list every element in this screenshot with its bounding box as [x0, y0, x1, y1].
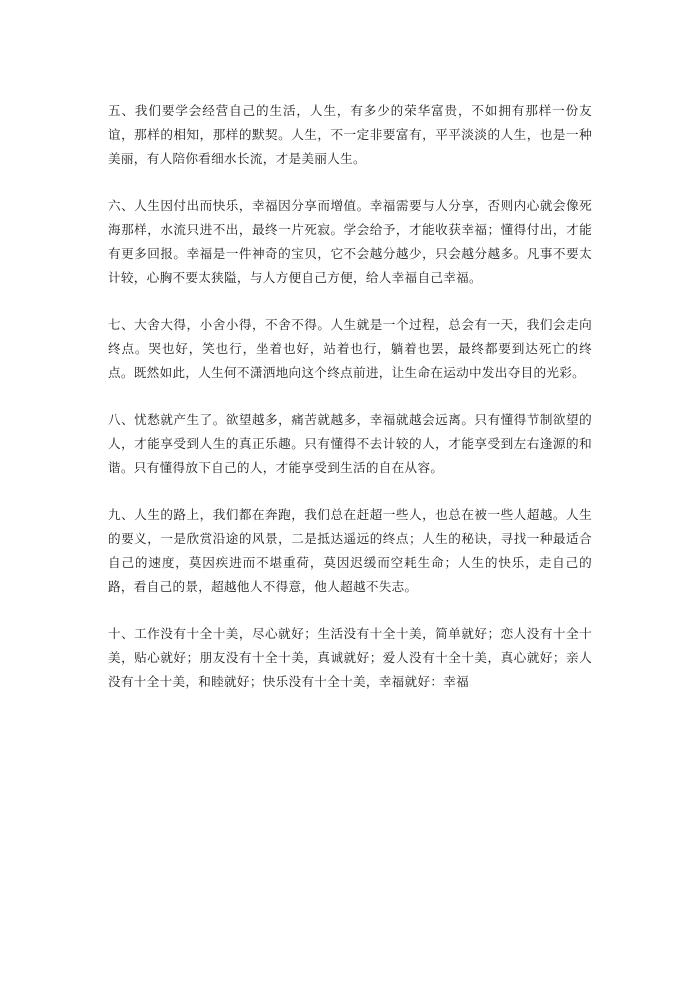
paragraph-7: 七、大舍大得，小舍小得，不舍不得。人生就是一个过程，总会有一天，我们会走向终点。哭也好，笑也行，坐着也好，站着也行，躺着也罢，最终都要到达死亡的终点。既然如此，人生何不潇洒地向这个终点前进，让生命在运动中发出夺目的光彩。 — [108, 317, 592, 380]
paragraph-9: 九、人生的路上，我们都在奔跑，我们总在赶超一些人，也总在被一些人超越。人生的要义，一是欣赏沿途的风景，二是抵达遥远的终点；人生的秘诀，寻找一种最适合自己的速度，莫因疾进而不堪重荷，莫因迟缓而空耗生命；人生的快乐，走自己的路，看自己的景，超越他人不得意，他人超越不失志。 — [108, 507, 592, 594]
paragraph-8: 八、忧愁就产生了。欲望越多，痛苦就越多，幸福就越会远离。只有懂得节制欲望的人，才能享受到人生的真正乐趣。只有懂得不去计较的人，才能享受到左右逢源的和谐。只有懂得放下自己的人，才能享受到生活的自在从容。 — [108, 412, 592, 475]
paragraph-5: 五、我们要学会经营自己的生活，人生，有多少的荣华富贵，不如拥有那样一份友谊，那样的相知，那样的默契。人生，不一定非要富有，平平淡淡的人生，也是一种美丽，有人陪你看细水长流，才是美丽人生。 — [108, 103, 592, 166]
paragraph-10: 十、工作没有十全十美，尽心就好；生活没有十全十美，简单就好；恋人没有十全十美，贴心就好；朋友没有十全十美，真诚就好；爱人没有十全十美，真心就好；亲人没有十全十美，和睦就好；快乐没有十全十美，幸福就好：幸福 — [108, 626, 592, 689]
paragraph-6: 六、人生因付出而快乐，幸福因分享而增值。幸福需要与人分享，否则内心就会像死海那样，水流只进不出，最终一片死寂。学会给予，才能收获幸福；懂得付出，才能有更多回报。幸福是一件神奇的宝贝，它不会越分越少，只会越分越多。凡事不要太计较，心胸不要太狭隘，与人方便自己方便，给人幸福自己幸福。 — [108, 198, 592, 285]
document-body — [108, 99, 592, 717]
